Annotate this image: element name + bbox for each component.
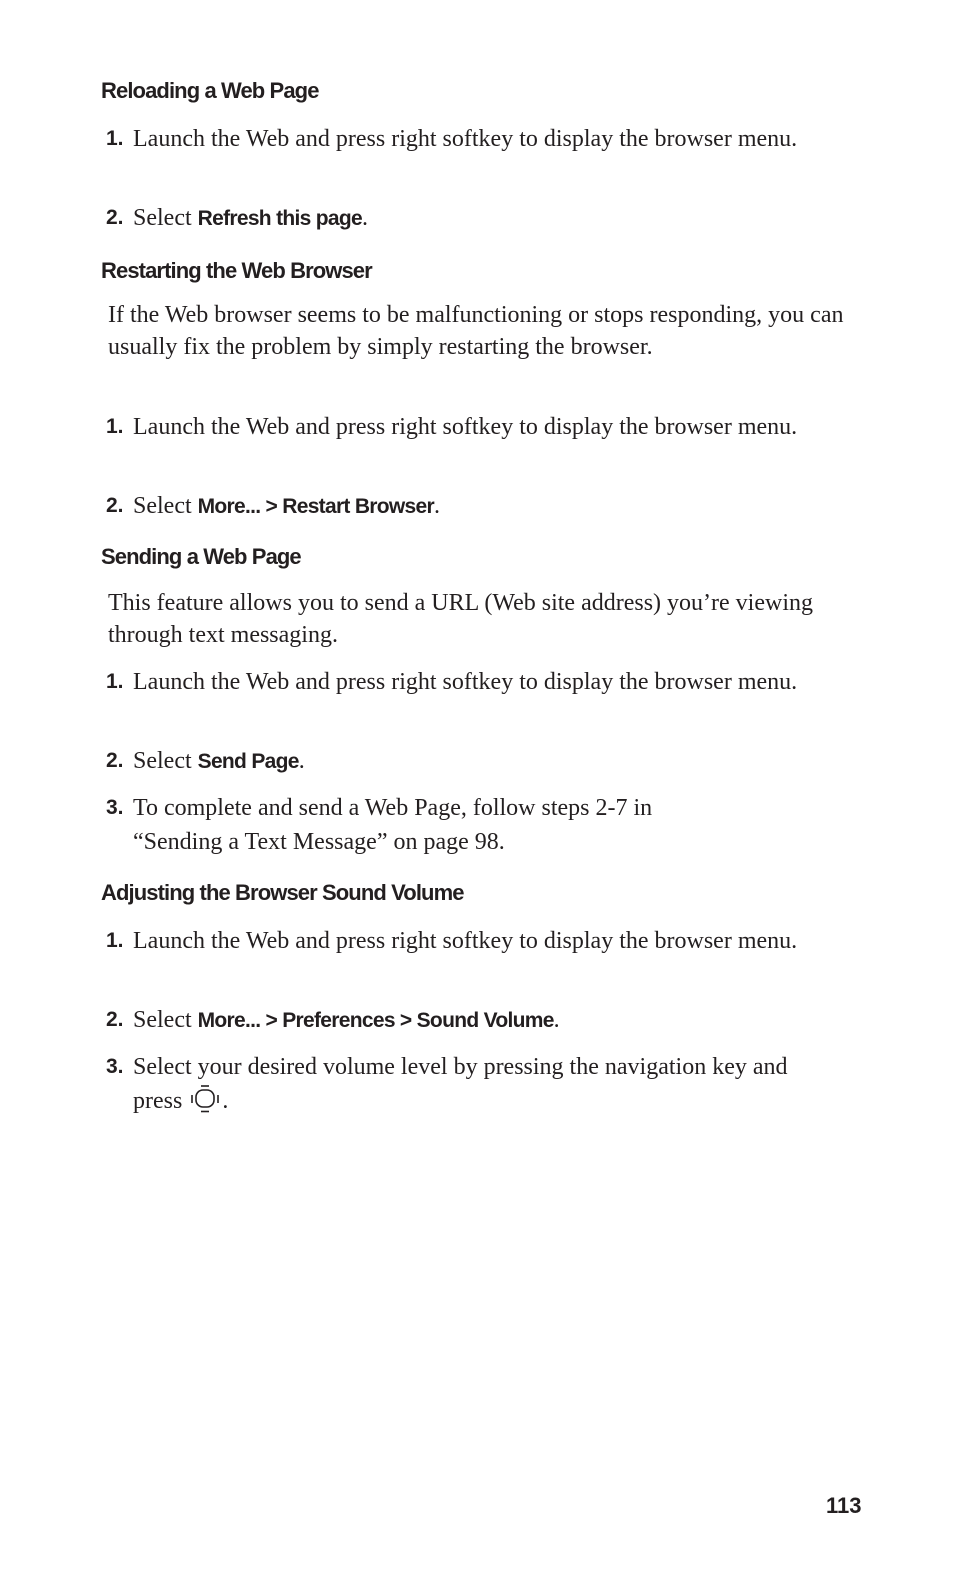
menu-command: Send Page [197,750,299,773]
step-text: Launch the Web and press right softkey to display the browser menu. [133,669,798,695]
section-heading-reloading: Reloading a Web Page [101,78,319,103]
step-text: Select More... > Restart Browser. [133,493,440,519]
page-number: 113 [826,1493,862,1518]
step-text: Select Refresh this page. [133,205,368,231]
menu-command: More... > Restart Browser [197,495,434,518]
step-number: 2. [106,206,124,229]
step-number: 1. [106,127,124,150]
step-number: 3. [106,796,124,819]
menu-command: More... > Preferences > Sound Volume [197,1009,554,1032]
step-text: Launch the Web and press right softkey to display the browser menu. [133,928,798,954]
menu-ok-key-icon [188,1084,222,1114]
step-number: 1. [106,670,124,693]
step-text: Launch the Web and press right softkey to display the browser menu. [133,414,798,440]
section-intro: This feature allows you to send a URL (Web site address) you’re viewing through text messaging. [108,590,813,648]
step-text: To complete and send a Web Page, follow steps 2-7 in “Sending a Text Message” on page 98. [133,795,653,855]
step-number: 1. [106,415,124,438]
step-number: 2. [106,494,124,517]
menu-command: Refresh this page [197,207,362,230]
step-number: 1. [106,929,124,952]
section-heading-adjusting: Adjusting the Browser Sound Volume [101,880,464,905]
step-number: 3. [106,1055,124,1078]
step-text: Launch the Web and press right softkey to display the browser menu. [133,126,798,152]
step-number: 2. [106,749,124,772]
step-text: Select More... > Preferences > Sound Volume. [133,1007,560,1033]
section-heading-sending: Sending a Web Page [101,544,301,569]
step-text: Select Send Page. [133,748,305,774]
section-intro: If the Web browser seems to be malfunctioning or stops responding, you can usually fix the problem by simply restarting the browser. [108,302,844,360]
section-heading-restarting: Restarting the Web Browser [101,258,372,283]
step-number: 2. [106,1008,124,1031]
step-text: Select your desired volume level by pressing the navigation key and press . [133,1054,788,1114]
